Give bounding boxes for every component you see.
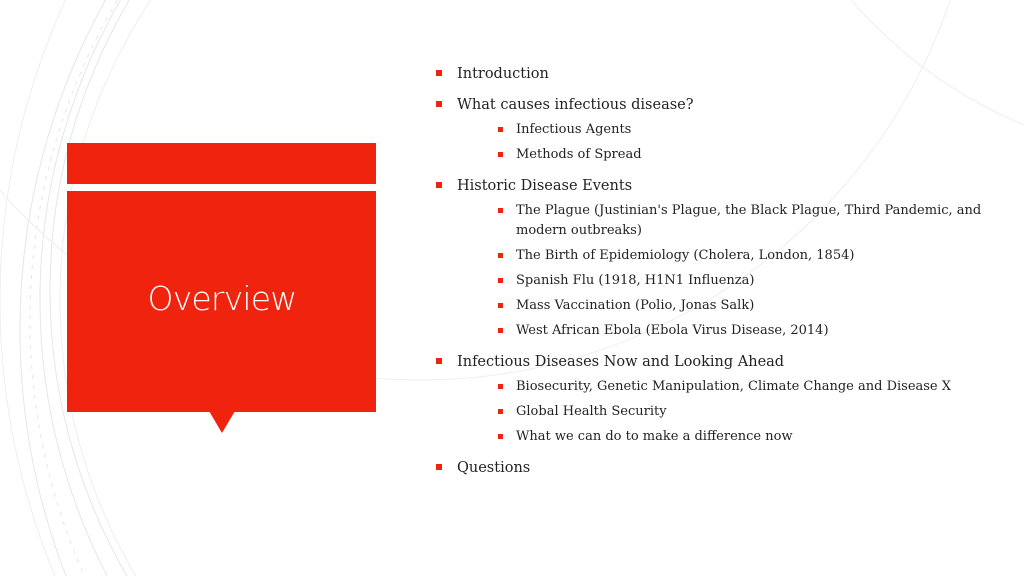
agenda-subitem (495, 120, 996, 140)
square-bullet-icon (498, 434, 503, 439)
square-bullet-icon (498, 253, 503, 258)
agenda-item-text: Questions (457, 460, 531, 476)
square-bullet-icon (498, 409, 503, 414)
square-bullet-icon (436, 358, 442, 364)
agenda-sublist (457, 120, 996, 165)
agenda-item (436, 176, 996, 341)
agenda-subitem (495, 377, 996, 397)
agenda-item-text: Infectious Diseases Now and Looking Ahead (457, 354, 785, 370)
agenda-subitem-text: Global Health Security (516, 404, 667, 419)
agenda-subitem (495, 246, 996, 266)
agenda-subitem-text: West African Ebola (Ebola Virus Disease, 2014) (516, 323, 829, 338)
agenda-sublist (457, 377, 996, 447)
agenda-subitem-text: What we can do to make a difference now (516, 429, 793, 444)
agenda-subitem (495, 321, 996, 341)
agenda-subitem-text: Spanish Flu (1918, H1N1 Influenza) (516, 273, 755, 288)
agenda-subitem-text: Infectious Agents (516, 122, 632, 137)
agenda-item (436, 64, 996, 84)
title-panel-pointer (209, 411, 235, 433)
square-bullet-icon (498, 127, 503, 132)
agenda-subitem-text: The Plague (Justinian's Plague, the Black Plague, Third Pandemic, and modern outbreaks) (516, 203, 982, 238)
square-bullet-icon (498, 303, 503, 308)
square-bullet-icon (436, 464, 442, 470)
agenda-item (436, 95, 996, 165)
square-bullet-icon (436, 101, 442, 107)
accent-bar (67, 143, 376, 184)
agenda-subitem (495, 145, 996, 165)
agenda-subitem (495, 296, 996, 316)
agenda-subitem (495, 271, 996, 291)
agenda-subitem-text: Mass Vaccination (Polio, Jonas Salk) (516, 298, 755, 313)
agenda-item (436, 458, 996, 478)
square-bullet-icon (498, 208, 503, 213)
agenda-item-text: What causes infectious disease? (457, 97, 694, 113)
agenda-item-text: Introduction (457, 66, 549, 82)
agenda-subitem-text: The Birth of Epidemiology (Cholera, London, 1854) (516, 248, 855, 263)
square-bullet-icon (498, 278, 503, 283)
square-bullet-icon (498, 152, 503, 157)
square-bullet-icon (436, 70, 442, 76)
square-bullet-icon (498, 328, 503, 333)
agenda-list (436, 64, 996, 478)
agenda-subitem (495, 402, 996, 422)
slide-title: Overview (147, 279, 297, 318)
agenda-subitem (495, 427, 996, 447)
agenda-item-text: Historic Disease Events (457, 178, 633, 194)
agenda-subitem-text: Biosecurity, Genetic Manipulation, Climate Change and Disease X (516, 379, 952, 394)
agenda-sublist (457, 201, 996, 341)
square-bullet-icon (436, 182, 442, 188)
agenda-item (436, 352, 996, 447)
agenda-subitem (495, 201, 996, 241)
square-bullet-icon (498, 384, 503, 389)
agenda-subitem-text: Methods of Spread (516, 147, 642, 162)
